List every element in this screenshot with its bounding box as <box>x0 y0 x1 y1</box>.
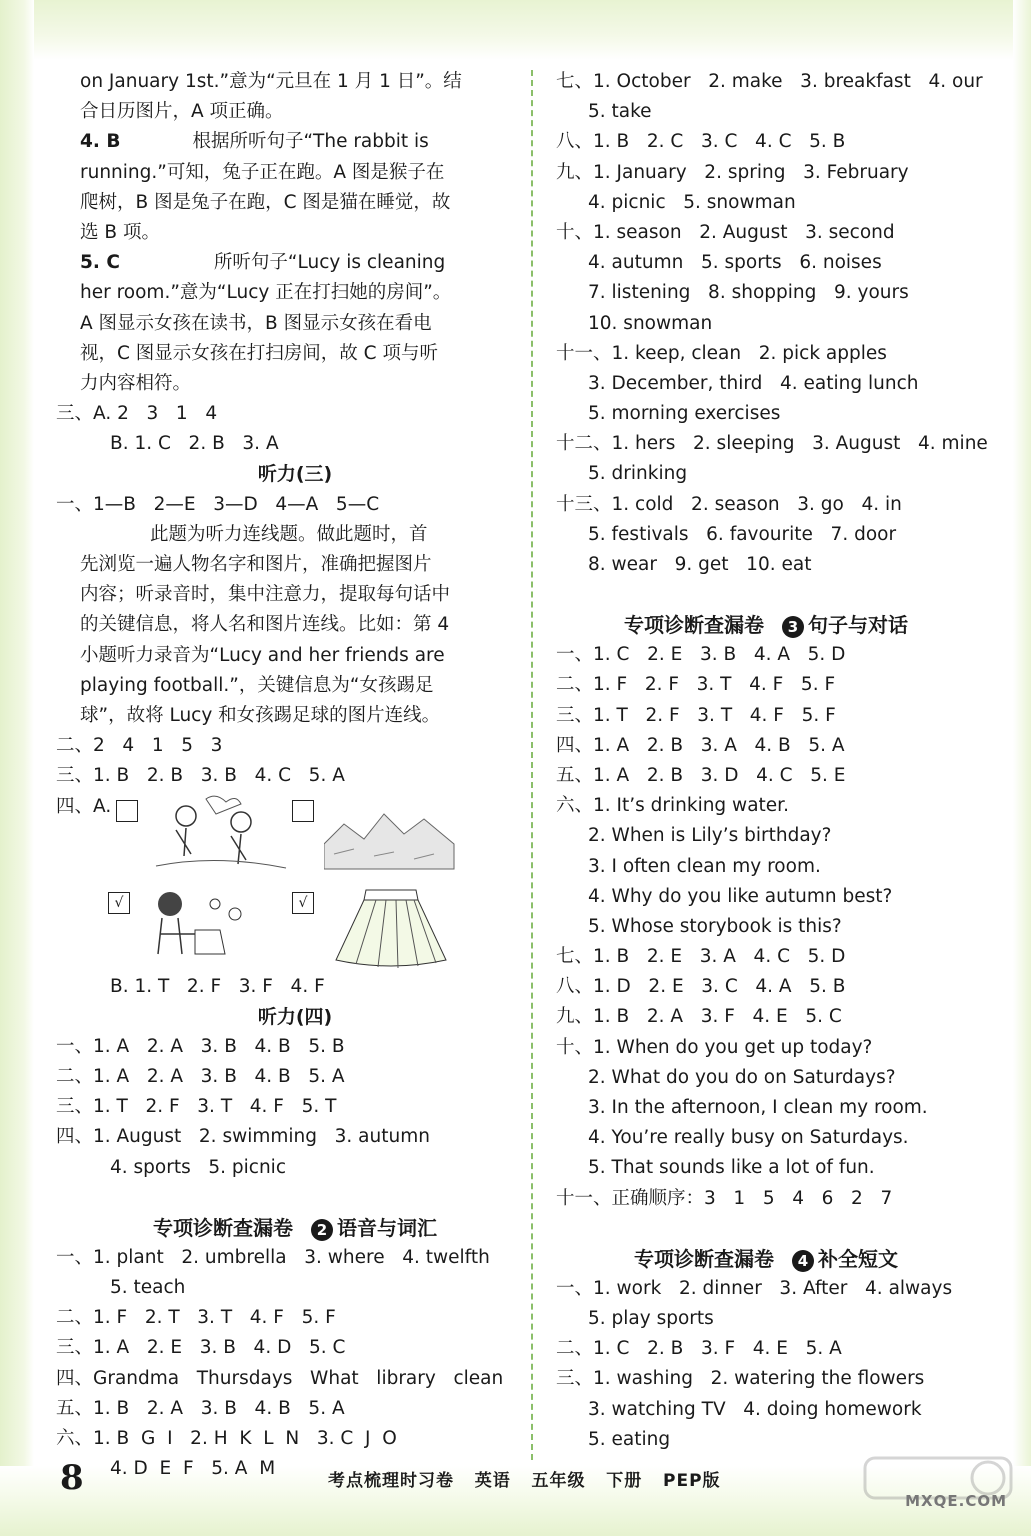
answer-line: 二、1. A 2. A 3. B 4. B 5. A <box>56 1066 345 1088</box>
answer-line: 一、1. C 2. E 3. B 4. A 5. D <box>556 644 846 666</box>
answer-line: 4. Why do you like autumn best? <box>588 885 893 907</box>
answer-line: 4. autumn 5. sports 6. noises <box>588 252 882 274</box>
answer-line: 3. I often clean my room. <box>588 855 821 877</box>
answer-line: 5. drinking <box>588 463 688 485</box>
answer-line: 8. wear 9. get 10. eat <box>588 554 812 575</box>
answer-line: 二、1. F 2. T 3. T 4. F 5. F <box>56 1307 336 1329</box>
answer-box-checked <box>292 892 314 914</box>
section-heading-topic: 句子与对话 <box>808 613 908 638</box>
answer-line: 4. You’re really busy on Saturdays. <box>588 1127 909 1149</box>
footer-book-info: 考点梳理时习卷 英语 五年级 下册 PEP版 <box>328 1471 721 1491</box>
section-heading-topic: 语音与词汇 <box>337 1215 437 1240</box>
kids-planting-trees-image <box>146 794 296 874</box>
text-line: 力内容相符。 <box>80 372 192 394</box>
answer-line: 三、1. T 2. F 3. T 4. F 5. T <box>56 1096 337 1118</box>
snow-scene-image <box>324 794 464 874</box>
text-line: 小题听力录音为“Lucy and her friends are <box>80 644 445 666</box>
answer-line: 七、1. B 2. E 3. A 4. C 5. D <box>556 946 846 968</box>
answer-box-checked <box>108 892 130 914</box>
picture-answers <box>56 792 510 972</box>
text-line: 此题为听力连线题。做此题时，首 <box>150 523 428 545</box>
girl-watering-flowers-image <box>140 884 250 970</box>
answer-line: B. 1. T 2. F 3. F 4. F <box>110 975 325 997</box>
text: 根据所听句子“The rabbit is <box>192 131 429 153</box>
answer-line: 4. sports 5. picnic <box>110 1156 286 1178</box>
answer-line: 5. play sports <box>588 1307 714 1329</box>
answer-line: 九、1. January 2. spring 3. February <box>556 161 909 183</box>
section-heading-label: 专项诊断查漏卷 <box>634 1246 774 1271</box>
section-heading-3 <box>556 580 976 640</box>
page-number: 8 <box>60 1458 84 1498</box>
text-line: 合日历图片，A 项正确。 <box>80 101 284 123</box>
section-number-badge: 3 <box>782 616 804 638</box>
answer-box <box>116 800 138 822</box>
answer-line: 10. snowman <box>588 312 713 334</box>
answer-line: 四、1. A 2. B 3. A 4. B 5. A <box>556 734 845 756</box>
answer-line: 十、1. season 2. August 3. second <box>556 221 895 243</box>
answer-line: 3. In the afternoon, I clean my room. <box>588 1097 928 1118</box>
answer-line: 四、1. August 2. swimming 3. autumn <box>56 1126 430 1148</box>
answer-line: 七、1. October 2. make 3. breakfast 4. our <box>556 71 983 92</box>
answer-line: 八、1. B 2. C 3. C 4. C 5. B <box>556 131 846 153</box>
section-title: 听力(三) <box>257 463 333 486</box>
section-number-badge: 2 <box>311 1219 333 1241</box>
check-mark: √ <box>114 894 124 911</box>
answer-line: 九、1. B 2. A 3. F 4. E 5. C <box>556 1006 842 1028</box>
answer-number: 5. C <box>80 252 120 274</box>
answer-line: 四、Grandma Thursdays What library clean <box>56 1367 504 1389</box>
answer-line: 5. morning exercises <box>588 403 781 425</box>
right-column <box>556 67 988 1455</box>
answer-line: 一、1—B 2—E 3—D 4—A 5—C <box>56 493 380 515</box>
text: 所听句子“Lucy is cleaning <box>213 252 446 274</box>
answer-line: 二、2 4 1 5 3 <box>56 735 223 757</box>
text-line: 选 B 项。 <box>80 221 160 243</box>
text-line: 先浏览一遍人物名字和图片，准确把握图片 <box>80 554 432 575</box>
answer-line: B. 1. C 2. B 3. A <box>110 433 279 455</box>
answer-line: 5. Whose storybook is this? <box>588 915 842 937</box>
answer-line: 五、1. A 2. B 3. D 4. C 5. E <box>556 764 846 786</box>
answer-line: 5. eating <box>588 1428 671 1450</box>
answer-number: 4. B <box>80 131 121 153</box>
text-line: 爬树，B 图是兔子在跑，C 图是猫在睡觉，故 <box>80 191 451 213</box>
answer-line: 2. What do you do on Saturdays? <box>588 1066 896 1088</box>
answer-line: 4. D E F 5. A M <box>110 1458 276 1480</box>
answer-line: 4. picnic 5. snowman <box>588 191 796 213</box>
answer-line: 2. When is Lily’s birthday? <box>588 825 832 847</box>
answer-line: 二、1. F 2. F 3. T 4. F 5. F <box>556 674 836 696</box>
answer-line: 3. watching TV 4. doing homework <box>588 1398 922 1420</box>
column-divider <box>531 70 533 1460</box>
answer-line: 三、1. T 2. F 3. T 4. F 5. F <box>556 704 836 726</box>
answer-line: 八、1. D 2. E 3. C 4. A 5. B <box>556 976 846 998</box>
section-title: 听力(四) <box>257 1005 333 1028</box>
text-line: 内容；听录音时，集中注意力，提取每句话中 <box>80 584 451 606</box>
left-column <box>56 67 510 1484</box>
watermark-text: MXQE.COM <box>905 1492 1007 1510</box>
answer-box <box>292 800 314 822</box>
text-line: running.”可知，兔子正在跑。A 图是猴子在 <box>80 161 445 183</box>
answer-line: 三、1. A 2. E 3. B 4. D 5. C <box>56 1337 346 1359</box>
answer-line: 一、1. plant 2. umbrella 3. where 4. twelfth <box>56 1246 490 1268</box>
section-heading-4 <box>556 1214 976 1274</box>
check-mark: √ <box>298 894 308 911</box>
answer-line: 六、1. It’s drinking water. <box>556 795 789 817</box>
text-line: 视，C 图显示女孩在打扫房间，故 C 项与听 <box>80 342 438 364</box>
text-line: 球”，故将 Lucy 和女孩踢足球的图片连线。 <box>80 704 441 726</box>
section-number-badge: 4 <box>792 1250 814 1272</box>
answer-line: 五、1. B 2. A 3. B 4. B 5. A <box>56 1397 345 1419</box>
section-heading-label: 专项诊断查漏卷 <box>624 613 764 638</box>
text-line: playing football.”，关键信息为“女孩踢足 <box>80 674 434 696</box>
answer-line: 5. That sounds like a lot of fun. <box>588 1157 875 1179</box>
answer-line: 一、1. A 2. A 3. B 4. B 5. B <box>56 1035 345 1057</box>
top-decor-band <box>0 0 1031 60</box>
section-heading-2 <box>80 1183 510 1243</box>
right-decor-band <box>1013 0 1031 1536</box>
text-line: her room.”意为“Lucy 正在打扫她的房间”。 <box>80 282 452 304</box>
answer-line <box>80 127 510 157</box>
answer-line: 四、A. <box>56 795 112 817</box>
section-heading-label: 专项诊断查漏卷 <box>153 1215 293 1240</box>
text-line: A 图显示女孩在读书，B 图显示女孩在看电 <box>80 312 432 334</box>
answer-line: 3. December, third 4. eating lunch <box>588 372 919 394</box>
answer-line: 二、1. C 2. B 3. F 4. E 5. A <box>556 1338 842 1360</box>
answer-line: 5. take <box>588 101 652 123</box>
answer-line: 十三、1. cold 2. season 3. go 4. in <box>556 493 902 515</box>
answer-line <box>80 248 510 278</box>
answer-line: 三、1. washing 2. watering the flowers <box>556 1368 925 1390</box>
text-line: on January 1st.”意为“元旦在 1 月 1 日”。结 <box>80 71 462 92</box>
answer-line: 十一、1. keep, clean 2. pick apples <box>556 342 887 364</box>
answer-line: 十二、1. hers 2. sleeping 3. August 4. mine <box>556 433 988 455</box>
skirt-image <box>326 884 456 970</box>
answer-line: 三、1. B 2. B 3. B 4. C 5. A <box>56 765 345 787</box>
text-line: 的关键信息，将人名和图片连线。比如：第 4 <box>80 614 450 636</box>
answer-line: 5. festivals 6. favourite 7. door <box>588 523 897 545</box>
answer-line: 一、1. work 2. dinner 3. After 4. always <box>556 1277 953 1299</box>
answer-line: 十一、正确顺序：3 1 5 4 6 2 7 <box>556 1187 893 1209</box>
answer-line: 六、1. B G I 2. H K L N 3. C J O <box>56 1427 397 1449</box>
answer-line: 7. listening 8. shopping 9. yours <box>588 282 909 304</box>
answer-line: 三、A. 2 3 1 4 <box>56 403 218 425</box>
section-heading-topic: 补全短文 <box>818 1246 898 1271</box>
left-decor-band <box>0 0 34 1536</box>
answer-line: 十、1. When do you get up today? <box>556 1036 873 1058</box>
answer-line: 5. teach <box>110 1277 186 1298</box>
